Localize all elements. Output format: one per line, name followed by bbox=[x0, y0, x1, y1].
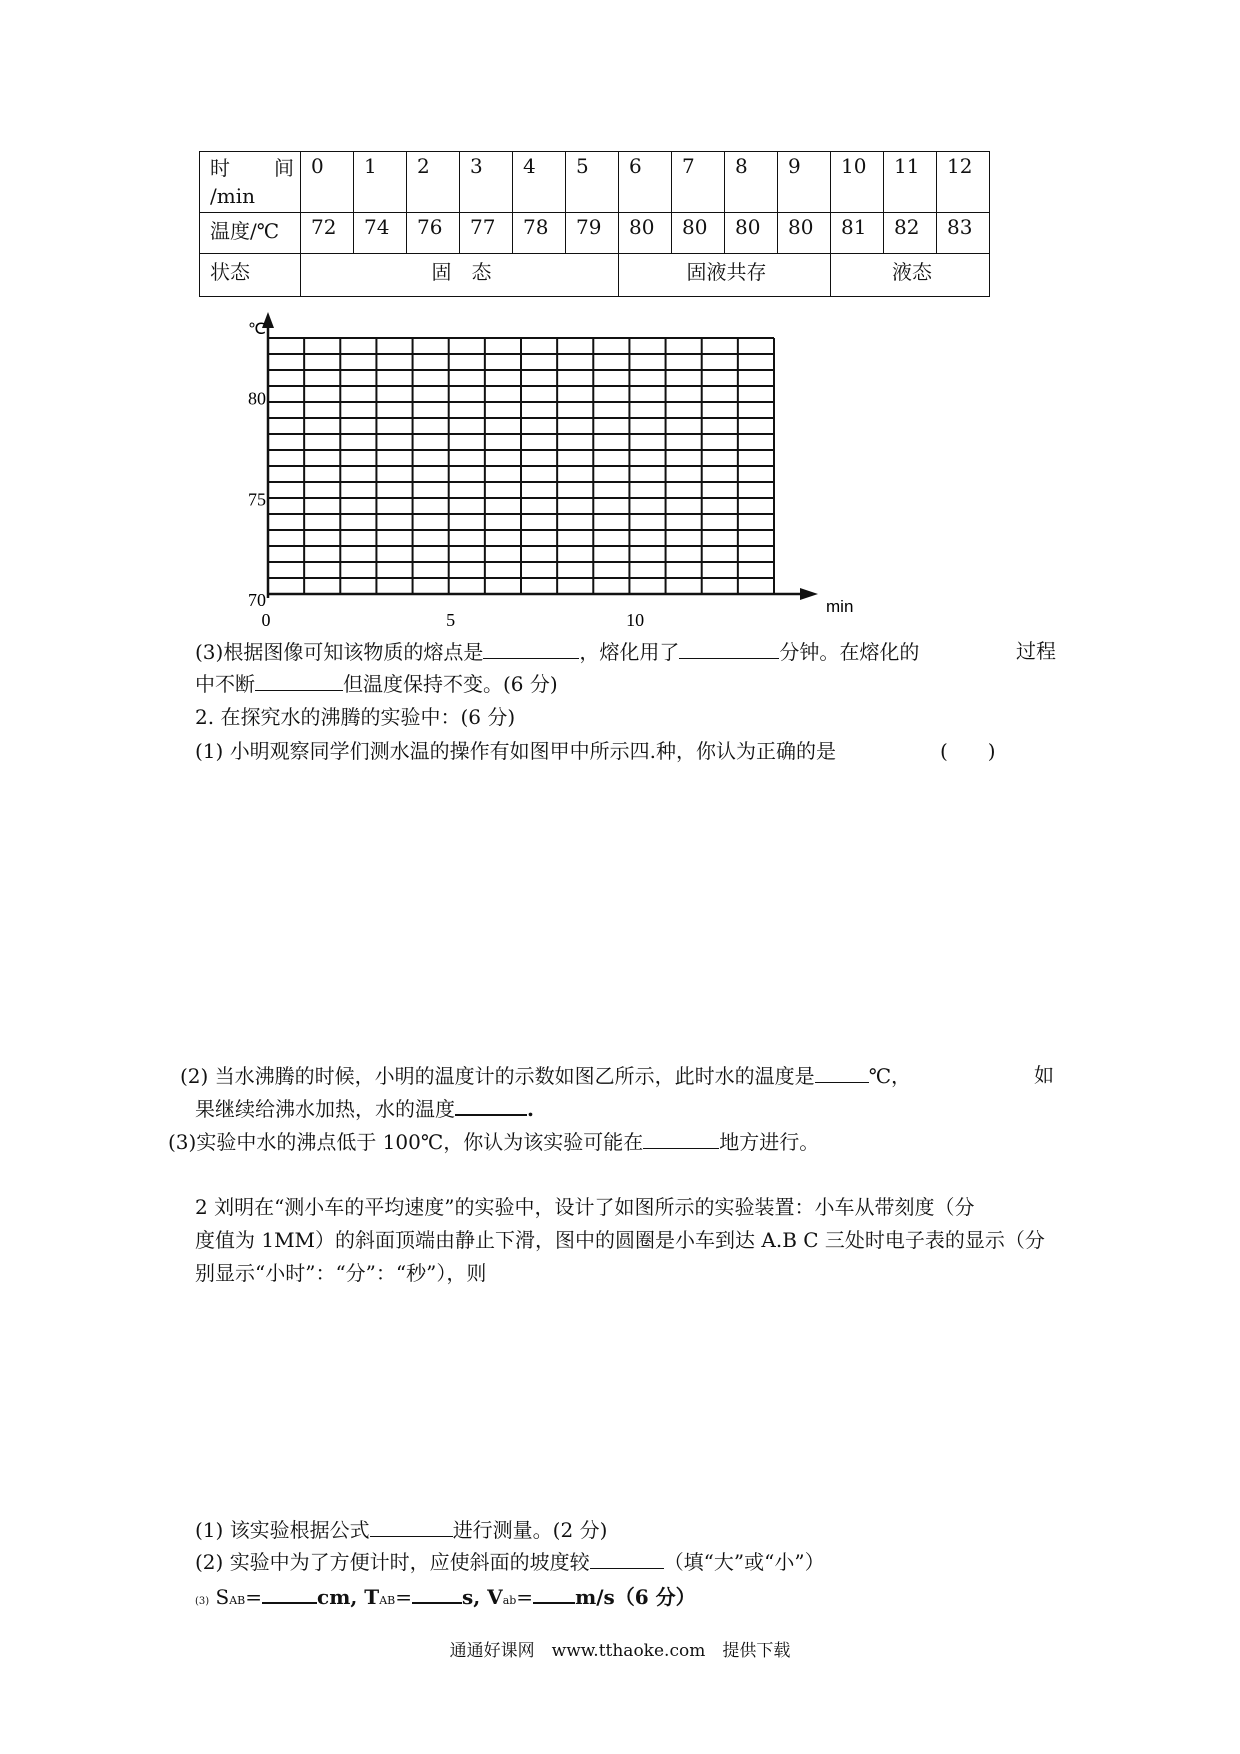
q3-line1: (3)根据图像可知该物质的熔点是 ，熔化用了 分钟。在熔化的 bbox=[195, 640, 920, 664]
x-tick-label: 10 bbox=[626, 610, 645, 630]
location-blank[interactable] bbox=[643, 1128, 719, 1149]
footer-source: 通通好课网 www.tthaoke.com 提供下载 bbox=[449, 1641, 791, 1661]
time-cell: 2 bbox=[407, 152, 460, 213]
y-tick-label: 80 bbox=[248, 388, 266, 409]
temp-cell: 80 bbox=[619, 213, 672, 254]
q2-sub2-line2: 果继续给沸水加热，水的温度 . bbox=[195, 1094, 534, 1122]
state-liquid-cell: 液态 bbox=[831, 254, 990, 297]
q2-sub2-line1: (2) 当水沸腾的时候，小明的温度计的示数如图乙所示，此时水的温度是 ℃， bbox=[180, 1064, 912, 1088]
time-cell: 0 bbox=[301, 152, 354, 213]
time-blank[interactable] bbox=[412, 1582, 462, 1604]
velocity-blank[interactable] bbox=[533, 1582, 575, 1604]
q4-sub3: (3) SAB= cm, TAB= s, Vab= m/s（6 分） bbox=[195, 1582, 696, 1615]
temp-cell: 80 bbox=[725, 213, 778, 254]
q2-sub1: (1) 小明观察同学们测水温的操作有如图甲中所示四.种，你认为正确的是 bbox=[195, 739, 837, 763]
temp-cell: 82 bbox=[884, 213, 937, 254]
time-cell: 4 bbox=[513, 152, 566, 213]
x-tick-label: 0 bbox=[261, 610, 271, 630]
q3-line1-end: 过程 bbox=[1016, 639, 1056, 663]
q2-sub3: (3)实验中水的沸点低于 100℃，你认为该实验可能在 地方进行。 bbox=[168, 1130, 820, 1154]
x-axis-label: min bbox=[826, 597, 854, 616]
time-cell: 10 bbox=[831, 152, 884, 213]
q4-para-line1: 2 刘明在“测小车的平均速度”的实验中，设计了如图所示的实验装置：小车从带刻度（分 bbox=[195, 1195, 975, 1219]
q2-title: 2. 在探究水的沸腾的实验中：(6 分) bbox=[195, 705, 516, 729]
temp-cell: 76 bbox=[407, 213, 460, 254]
time-cell: 7 bbox=[672, 152, 725, 213]
distance-blank[interactable] bbox=[262, 1582, 317, 1604]
table-row-temp bbox=[200, 213, 990, 254]
time-header-cell: 时 间 /min bbox=[200, 152, 301, 213]
time-cell: 12 bbox=[937, 152, 990, 213]
slope-blank[interactable] bbox=[590, 1548, 664, 1569]
chart-grid bbox=[268, 338, 774, 594]
time-cell: 11 bbox=[884, 152, 937, 213]
data-table bbox=[199, 151, 990, 297]
melting-time-blank[interactable] bbox=[679, 638, 779, 659]
temp-cell: 83 bbox=[937, 213, 990, 254]
heat-blank[interactable] bbox=[255, 670, 343, 691]
q2-sub1-answer-paren[interactable]: ( ) bbox=[940, 739, 996, 763]
temp-cell: 77 bbox=[460, 213, 513, 254]
temp-cell: 79 bbox=[566, 213, 619, 254]
q4-sub2: (2) 实验中为了方便计时，应使斜面的坡度较 （填“大”或“小”） bbox=[195, 1550, 825, 1574]
y-tick-label: 70 bbox=[248, 590, 266, 610]
q2-sub2-line1-end: 如 bbox=[1034, 1063, 1054, 1087]
temp-cell: 78 bbox=[513, 213, 566, 254]
water-temp-change-blank[interactable] bbox=[455, 1094, 527, 1116]
temp-cell: 74 bbox=[354, 213, 407, 254]
table-row-state bbox=[200, 254, 990, 297]
time-cell: 1 bbox=[354, 152, 407, 213]
temp-cell: 81 bbox=[831, 213, 884, 254]
x-axis-arrow-icon bbox=[800, 588, 818, 600]
temp-cell: 80 bbox=[778, 213, 831, 254]
temp-cell: 80 bbox=[672, 213, 725, 254]
y-axis-label: ℃ bbox=[248, 321, 266, 338]
q4-para-line3: 别显示“小时”：“分”：“秒”），则 bbox=[195, 1261, 487, 1285]
formula-blank[interactable] bbox=[370, 1516, 453, 1537]
x-tick-label: 5 bbox=[446, 610, 456, 630]
y-tick-label: 75 bbox=[248, 489, 266, 510]
melting-point-blank[interactable] bbox=[483, 638, 579, 659]
time-cell: 3 bbox=[460, 152, 513, 213]
time-cell: 6 bbox=[619, 152, 672, 213]
state-solid-cell: 固 态 bbox=[301, 254, 619, 297]
water-temp-blank[interactable] bbox=[815, 1062, 869, 1083]
temperature-grid-chart bbox=[230, 310, 854, 635]
state-mixed-cell: 固液共存 bbox=[619, 254, 831, 297]
q4-para-line2: 度值为 1MM）的斜面顶端由静止下滑，图中的圆圈是小车到达 A.B C 三处时电子表的显示（分 bbox=[195, 1228, 1045, 1252]
temp-cell: 72 bbox=[301, 213, 354, 254]
table-row-time bbox=[200, 152, 990, 213]
q3-line2: 中不断 但温度保持不变。(6 分) bbox=[195, 672, 558, 696]
temp-header-cell: 温度/℃ bbox=[200, 213, 301, 254]
time-cell: 8 bbox=[725, 152, 778, 213]
state-header-cell: 状态 bbox=[200, 254, 301, 297]
time-cell: 5 bbox=[566, 152, 619, 213]
time-cell: 9 bbox=[778, 152, 831, 213]
q4-sub1: (1) 该实验根据公式 进行测量。(2 分) bbox=[195, 1518, 608, 1542]
